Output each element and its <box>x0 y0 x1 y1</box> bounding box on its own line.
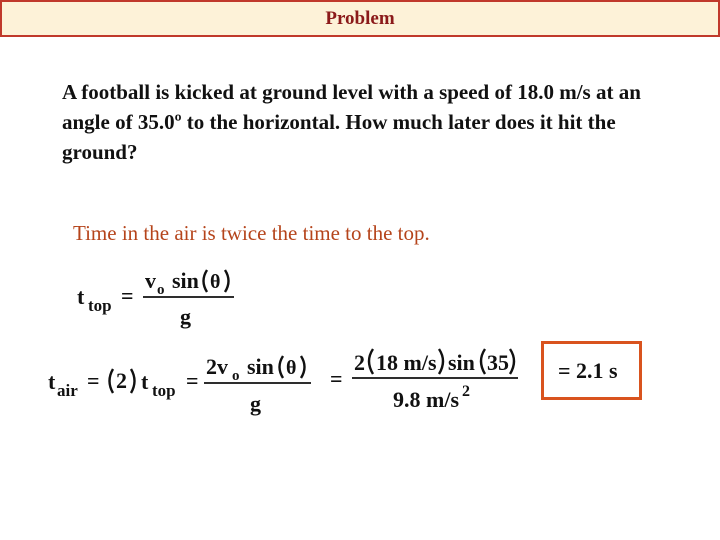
eq2-t-sub: top <box>152 381 176 400</box>
eq1-num-theta: θ <box>210 271 221 293</box>
eq2-num2-b: 18 m/s <box>376 350 437 375</box>
eq2-left-paren-1 <box>110 369 114 393</box>
eq2-right-paren-2 <box>301 356 305 378</box>
eq2-right-paren-3 <box>439 349 443 374</box>
eq1-num-sin: sin <box>172 268 199 293</box>
eq2-num-prefix: 2v <box>206 354 228 379</box>
eq2-left-paren-2 <box>280 356 284 378</box>
eq2-left-paren-3 <box>369 349 373 374</box>
eq2-num2-a: 2 <box>354 350 365 375</box>
eq2-lhs-sub: air <box>57 381 78 400</box>
eq2-num-sin: sin <box>247 354 274 379</box>
eq1-lhs-sub: top <box>88 296 112 315</box>
eq2-num-theta: θ <box>286 357 297 379</box>
equation-time-in-air <box>48 349 618 416</box>
answer-box <box>541 341 642 400</box>
eq1-den: g <box>180 304 191 329</box>
eq2-equals-3: = <box>330 366 343 391</box>
page-title: Problem <box>325 7 395 29</box>
eq2-left-paren-4 <box>481 349 485 374</box>
eq2-equals-1: = <box>87 368 100 393</box>
eq1-right-paren <box>225 270 229 292</box>
eq2-two: 2 <box>116 368 127 393</box>
eq1-equals: = <box>121 283 134 308</box>
eq2-num2-c: 35 <box>487 350 509 375</box>
hint-statement: Time in the air is twice the time to the top. <box>73 221 430 245</box>
equation-time-to-top <box>77 268 234 329</box>
problem-statement: A football is kicked at ground level with a speed of 18.0 m/s at an angle of 35.0º to the horizontal. How much later does it hit the ground? <box>62 80 641 164</box>
eq2-den2: 9.8 m/s <box>393 387 459 412</box>
eq2-lhs-t: t <box>48 369 56 394</box>
answer-text: = 2.1 s <box>558 358 618 383</box>
eq2-equals-2: = <box>186 368 199 393</box>
eq2-right-paren-4 <box>510 349 514 374</box>
eq1-num-v-sub: o <box>157 282 165 298</box>
eq2-t: t <box>141 369 149 394</box>
eq1-num-v: v <box>145 268 156 293</box>
eq1-left-paren <box>204 270 208 292</box>
eq2-right-paren-1 <box>131 369 135 393</box>
eq2-den2-exp: 2 <box>462 383 470 400</box>
eq1-lhs-t: t <box>77 284 85 309</box>
eq2-den: g <box>250 391 261 416</box>
eq2-num-sub: o <box>232 368 240 384</box>
eq2-num2-sin: sin <box>448 350 475 375</box>
